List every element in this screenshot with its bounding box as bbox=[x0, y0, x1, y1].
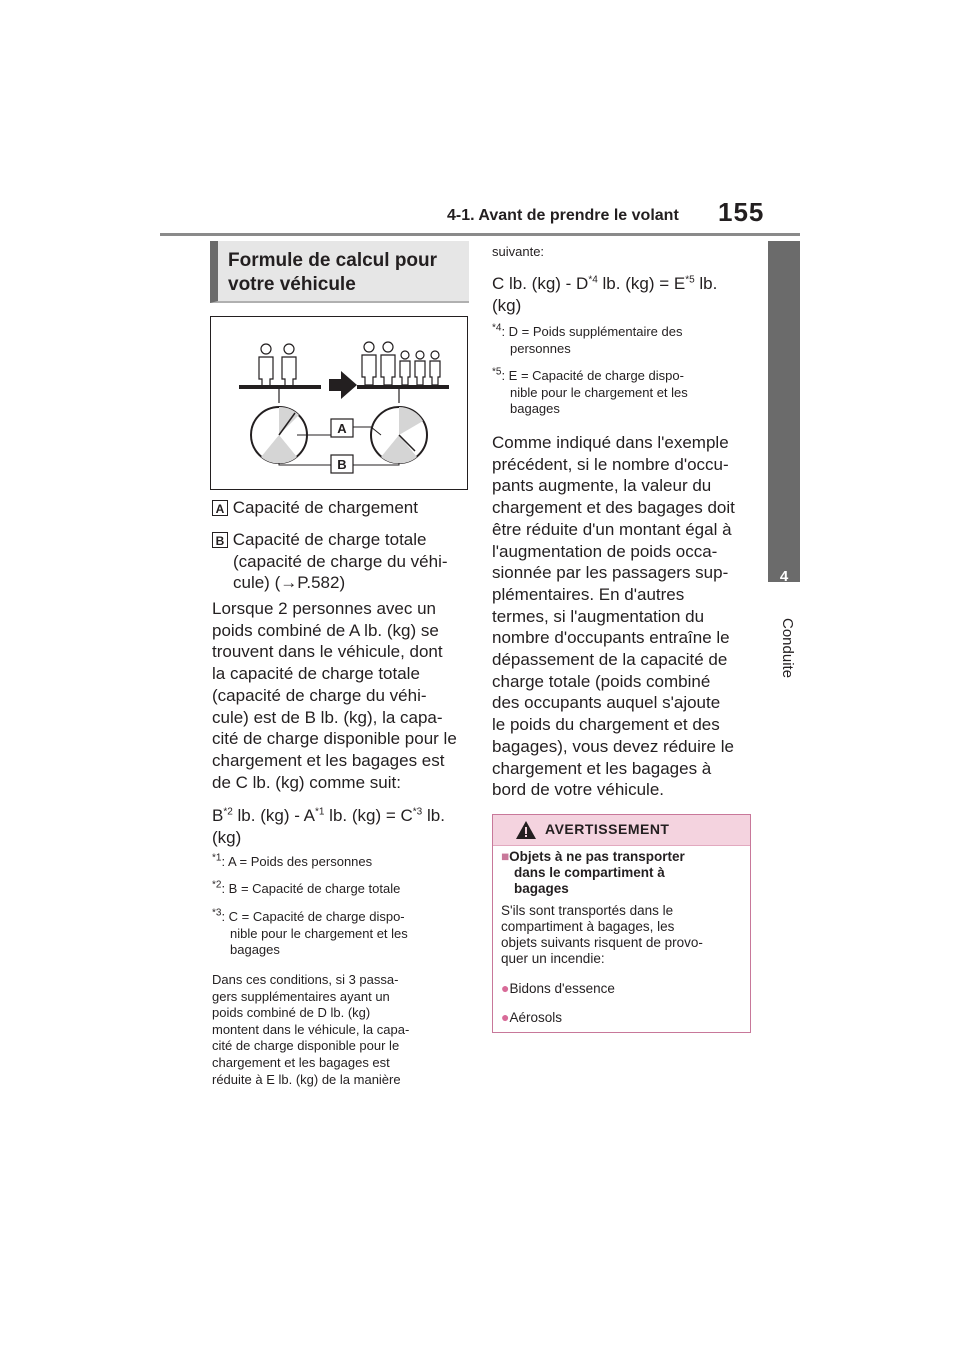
warning-subtitle bbox=[501, 849, 741, 897]
bullet-icon: ● bbox=[501, 980, 510, 996]
footnote-mark: *2 bbox=[212, 879, 222, 891]
chapter-label bbox=[770, 618, 800, 718]
formula-2 bbox=[492, 273, 754, 316]
footnote-mark: *5 bbox=[492, 366, 502, 378]
text-line: bagages), vous devez réduire le bbox=[492, 736, 734, 756]
formula-term: lb. bbox=[694, 274, 718, 293]
page-ref-link[interactable]: P.582) bbox=[297, 573, 346, 593]
formula-term: lb. (kg) = C bbox=[324, 806, 413, 825]
text-line: montent dans le véhicule, la capa- bbox=[212, 1021, 410, 1037]
footnote-mark: *2 bbox=[223, 806, 233, 818]
footnote-mark: *4 bbox=[588, 274, 598, 286]
right-continuation: suivante: bbox=[492, 244, 545, 259]
text-line: être réduite d'un montant égal à bbox=[492, 519, 732, 539]
load-capacity-illustration bbox=[211, 317, 467, 489]
figure-label-b: B bbox=[337, 457, 347, 472]
text-line: plémentaires. En d'autres bbox=[492, 584, 685, 604]
text-line: S'ils sont transportés dans le bbox=[501, 903, 674, 918]
text-line: chargement et les bagages est bbox=[212, 1054, 390, 1070]
text-line: réduite à E lb. (kg) de la manière bbox=[212, 1071, 401, 1087]
load-capacity-figure bbox=[210, 316, 468, 490]
formula-1 bbox=[212, 805, 472, 848]
text-line: chargement et les bagages à bbox=[492, 758, 712, 778]
footnote-text: nible pour le chargement et les bbox=[230, 925, 408, 941]
list-item-text: Aérosols bbox=[509, 1010, 562, 1025]
footnote-mark: *4 bbox=[492, 322, 502, 334]
footnote-text: : A = Poids des personnes bbox=[221, 854, 373, 869]
footnote-text: : E = Capacité de charge dispo- bbox=[501, 368, 684, 383]
footnote-3 bbox=[212, 909, 472, 959]
warning-title: AVERTISSEMENT bbox=[545, 821, 670, 837]
warning-box bbox=[492, 814, 751, 1033]
text-line: gers supplémentaires ayant un bbox=[212, 988, 390, 1004]
footnote-4 bbox=[492, 324, 752, 357]
text-line: charge totale (poids combiné bbox=[492, 671, 711, 691]
text-line: poids combiné de D lb. (kg) bbox=[212, 1005, 371, 1021]
footnote-text: bagages bbox=[230, 942, 280, 958]
footnote-mark: *3 bbox=[412, 806, 423, 818]
section-title: 4-1. Avant de prendre le volant bbox=[447, 207, 679, 224]
text-line: quer un incendie: bbox=[501, 951, 605, 966]
footnote-text: personnes bbox=[510, 340, 571, 356]
text-line: compartiment à bagages, les bbox=[501, 919, 675, 934]
footnote-mark: *5 bbox=[685, 274, 695, 286]
footnote-text: : C = Capacité de charge dispo- bbox=[221, 909, 405, 924]
text-line: des occupants auquel s'ajoute bbox=[492, 693, 721, 713]
footnote-2 bbox=[212, 881, 472, 898]
text-line: dans le compartiment à bbox=[514, 865, 665, 880]
text-line: dépassement de la capacité de bbox=[492, 650, 728, 670]
formula-term: (kg) bbox=[492, 295, 522, 315]
section-heading bbox=[210, 241, 469, 303]
legend-b-line-2: (capacité de charge du véhi- bbox=[233, 551, 448, 571]
gauge-right-icon bbox=[371, 407, 427, 464]
footnote-mark: *1 bbox=[212, 852, 222, 864]
warning-header bbox=[493, 815, 750, 846]
warning-body bbox=[501, 903, 741, 967]
footnote-mark: *1 bbox=[314, 806, 325, 818]
page-number: 155 bbox=[718, 197, 765, 227]
text-line: objets suivants risquent de provo- bbox=[501, 935, 703, 950]
list-item bbox=[501, 1009, 741, 1026]
footnote-text: bagages bbox=[510, 401, 560, 417]
text-line: pants augmente, la valeur du bbox=[492, 476, 712, 496]
square-bullet-icon: ■ bbox=[501, 849, 510, 864]
legend-b-line-3: cule) ( bbox=[233, 573, 281, 593]
text-line: la capacité de charge totale bbox=[212, 664, 420, 684]
legend-a bbox=[212, 497, 472, 519]
text-line: bord de votre véhicule. bbox=[492, 780, 664, 800]
text-line: termes, si l'augmentation du bbox=[492, 606, 705, 626]
footnote-mark: *3 bbox=[212, 907, 222, 919]
text-line: Dans ces conditions, si 3 passa- bbox=[212, 972, 399, 987]
text-line: Lorsque 2 personnes avec un bbox=[212, 599, 436, 618]
text-line: précédent, si le nombre d'occu- bbox=[492, 454, 729, 474]
formula-term: lb. bbox=[422, 806, 445, 825]
people-2-icon bbox=[259, 344, 296, 387]
footnote-5 bbox=[492, 368, 752, 418]
footnote-text: : B = Capacité de charge totale bbox=[221, 881, 401, 896]
figure-label-a: A bbox=[337, 421, 347, 436]
right-paragraph bbox=[492, 432, 754, 801]
text-line: Objets à ne pas transporter bbox=[509, 849, 685, 864]
page-ref-arrow-icon: → bbox=[280, 573, 298, 593]
text-line: sionnée par les passagers sup- bbox=[492, 563, 729, 583]
bullet-icon: ● bbox=[501, 1009, 510, 1025]
legend-b-letter: B bbox=[212, 532, 228, 548]
text-line: (capacité de charge du véhi- bbox=[212, 685, 427, 705]
formula-term: lb. (kg) - A bbox=[232, 806, 315, 825]
warning-triangle-icon bbox=[515, 820, 537, 840]
people-5-icon bbox=[362, 342, 440, 385]
text-line: de C lb. (kg) comme suit: bbox=[212, 772, 401, 792]
legend-b bbox=[212, 529, 472, 594]
text-line: cule) est de B lb. (kg), la capa- bbox=[212, 707, 443, 727]
increase-arrow-icon bbox=[329, 371, 357, 399]
chapter-tab bbox=[768, 241, 800, 582]
text-line: poids combiné de A lb. (kg) se bbox=[212, 620, 439, 640]
legend-a-text: Capacité de chargement bbox=[232, 498, 418, 517]
footnote-text: : D = Poids supplémentaire des bbox=[501, 324, 683, 339]
list-item-text: Bidons d'essence bbox=[509, 981, 615, 996]
left-paragraph-1 bbox=[212, 598, 472, 793]
text-line: bagages bbox=[514, 881, 569, 896]
chapter-number: 4 bbox=[779, 568, 789, 585]
text-line: l'augmentation de poids occa- bbox=[492, 541, 718, 561]
header-rule bbox=[160, 233, 800, 236]
left-paragraph-2 bbox=[212, 972, 472, 1088]
legend-b-line-1: Capacité de charge totale bbox=[232, 530, 427, 549]
heading-line-1: Formule de calcul pour bbox=[228, 250, 438, 271]
text-line: trouvent dans le véhicule, dont bbox=[212, 642, 443, 662]
formula-term: (kg) bbox=[212, 827, 242, 847]
footnote-1 bbox=[212, 854, 472, 871]
formula-term: lb. (kg) = E bbox=[597, 274, 686, 293]
text-line: cité de charge disponible pour le bbox=[212, 729, 457, 749]
footnote-text: nible pour le chargement et les bbox=[510, 384, 688, 400]
text-line: chargement et des bagages doit bbox=[492, 498, 735, 518]
text-line: chargement et les bagages est bbox=[212, 750, 445, 770]
list-item bbox=[501, 980, 741, 997]
text-line: le poids du chargement et des bbox=[492, 715, 720, 735]
text-line: cité de charge disponible pour le bbox=[212, 1038, 400, 1054]
heading-line-2: votre véhicule bbox=[228, 274, 356, 295]
chapter-label-text: Conduite bbox=[779, 618, 796, 679]
text-line: Comme indiqué dans l'exemple bbox=[492, 433, 729, 452]
formula-term: C lb. (kg) - D bbox=[492, 274, 589, 293]
legend-a-letter: A bbox=[212, 500, 228, 516]
formula-term: B bbox=[212, 806, 224, 825]
text-line: nombre d'occupants entraîne le bbox=[492, 628, 730, 648]
